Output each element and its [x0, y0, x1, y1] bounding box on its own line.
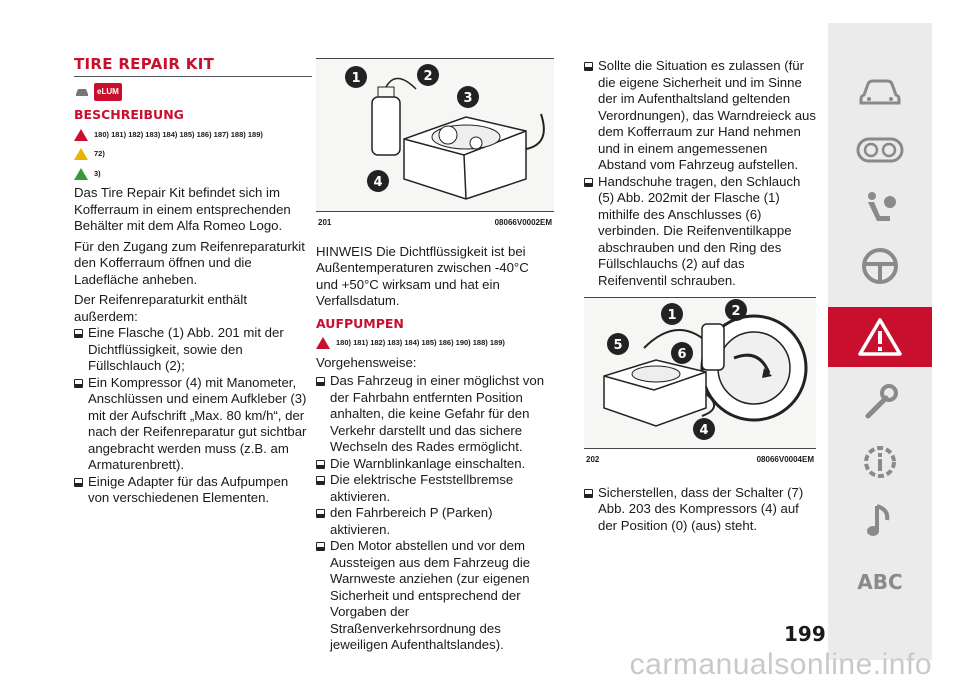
- list-item: Sicherstellen, dass der Schalter (7) Abb. 203 des Kompressors (4) auf der Position (0) (aus) steht.: [584, 485, 816, 535]
- bullet-box-icon: [316, 476, 325, 485]
- bullet-box-icon: [316, 542, 325, 551]
- bullet-box-icon: [74, 379, 83, 388]
- beschreibung-heading: BESCHREIBUNG: [74, 107, 184, 122]
- callout-1: 1: [351, 71, 361, 86]
- bullet-box-icon: [316, 509, 325, 518]
- column-2: [316, 58, 554, 654]
- car-small-icon: [74, 86, 90, 98]
- paragraph: Für den Zugang zum Reifenreparaturkit den Kofferraum öffnen und die Ladefläche anheben.: [74, 238, 305, 287]
- callout-3: 3: [463, 91, 473, 106]
- note-paragraph: HINWEIS Die Dichtflüssigkeit ist bei Außentemperaturen zwischen -40°C und +50°C wirksam und hat ein Verfallsdatum.: [316, 243, 529, 308]
- list-item: Die elektrische Feststellbremse aktivieren.: [316, 472, 554, 505]
- callout-2: 2: [423, 69, 433, 84]
- section-title: TIRE REPAIR KIT: [74, 55, 215, 73]
- environment-triangle-icon: [74, 168, 88, 180]
- chapter-sidebar: [828, 23, 932, 660]
- list-item: Eine Flasche (1) Abb. 201 mit der Dichtflüssigkeit, sowie den Füllschlauch (2);: [74, 325, 312, 375]
- bullet-box-icon: [584, 178, 593, 187]
- callout-6: 6: [677, 347, 687, 362]
- callout-1: 1: [667, 308, 677, 323]
- warning-refs-yellow-text: 72): [94, 149, 105, 158]
- airbag-icon[interactable]: [828, 179, 932, 237]
- elum-tag: eLUM: [94, 83, 122, 102]
- wrench-icon[interactable]: [828, 373, 932, 431]
- dashboard-icon[interactable]: [828, 121, 932, 179]
- column-1: [74, 56, 312, 507]
- warning-refs-green-text: 3): [94, 168, 101, 178]
- callout-5: 5: [613, 338, 623, 353]
- figure-number: 202: [586, 455, 600, 464]
- caution-triangle-icon: [74, 148, 88, 160]
- figure-201: [316, 58, 554, 212]
- list-item: Einige Adapter für das Aufpumpen von verschiedenen Elementen.: [74, 474, 312, 507]
- gear-info-icon[interactable]: [828, 433, 932, 491]
- car-icon[interactable]: [828, 63, 932, 121]
- inflation-illustration: [584, 298, 816, 448]
- title-rule: [74, 76, 312, 77]
- list-item: Handschuhe tragen, den Schlauch (5) Abb. 202mit der Flasche (1) mithilfe des Anschlusses (6) verbinden. Die Reifenventilkappe abschrauben und den Ring des Füllschlauchs (2) auf das Reifenventil schrauben.: [584, 174, 816, 290]
- bullet-box-icon: [316, 460, 325, 469]
- bullet-box-icon: [584, 489, 593, 498]
- model-tags: [74, 83, 312, 102]
- abc-label: ABC: [857, 570, 903, 594]
- column-3: [584, 58, 816, 534]
- steering-wheel-icon[interactable]: [828, 237, 932, 295]
- paragraph: Vorgehensweise:: [316, 354, 417, 370]
- warning-refs-red: [74, 127, 312, 144]
- figure-caption: [584, 449, 816, 469]
- bullet-box-icon: [74, 329, 83, 338]
- warning-refs-yellow: [74, 146, 312, 163]
- warning-refs-green: [74, 166, 312, 183]
- warning-refs-red-text: 180) 181) 182) 183) 184) 185) 186) 190) 188) 189): [336, 338, 505, 347]
- abc-index-icon[interactable]: [828, 553, 932, 611]
- paragraph: Das Tire Repair Kit befindet sich im Kofferraum in einem entsprechenden Behälter mit dem Alfa Romeo Logo.: [74, 185, 291, 233]
- list-item: Den Motor abstellen und vor dem Aussteigen aus dem Fahrzeug die Warnweste anziehen (zur eigenen Sicherheit und entsprechend der Vorgaben der Straßenverkehrsordnung des jeweiligen Aufenthaltslandes).: [316, 538, 554, 654]
- list-item: Ein Kompressor (4) mit Manometer, Anschlüssen und einem Aufkleber (3) mit der Aufschrift „Max. 80 km/h“, der nach der Reifenreparatur gut sichtbar angebracht werden muss (z.B. am Armaturenbrett).: [74, 375, 312, 474]
- bullet-box-icon: [316, 377, 325, 386]
- callout-4: 4: [699, 423, 709, 438]
- figure-202: [584, 297, 816, 449]
- bullet-box-icon: [584, 62, 593, 71]
- watermark: carmanualsonline.info: [629, 648, 932, 681]
- danger-triangle-icon: [316, 337, 330, 349]
- warning-refs-red-text: 180) 181) 182) 183) 184) 185) 186) 187) 188) 189): [94, 129, 263, 139]
- figure-code: 08066V0002EM: [494, 218, 552, 227]
- figure-code: 08066V0004EM: [756, 455, 814, 464]
- page-number: 199: [784, 622, 826, 646]
- callout-2: 2: [731, 304, 741, 319]
- figure-number: 201: [318, 218, 332, 227]
- list-item: den Fahrbereich P (Parken) aktivieren.: [316, 505, 554, 538]
- danger-triangle-icon: [74, 129, 88, 141]
- paragraph: Der Reifenreparaturkit enthält außerdem:: [74, 292, 247, 324]
- list-item: Die Warnblinkanlage einschalten.: [316, 456, 554, 473]
- repair-kit-illustration: [316, 59, 554, 211]
- warning-triangle-icon[interactable]: [828, 307, 932, 367]
- aufpumpen-heading: AUFPUMPEN: [316, 315, 404, 331]
- list-item: Das Fahrzeug in einer möglichst von der Fahrbahn entfernten Position anhalten, die keine Gefahr für den Verkehr darstellt und das sichere Wechseln des Rades ermöglicht.: [316, 373, 554, 456]
- callout-4: 4: [373, 175, 383, 190]
- warning-refs-red: [316, 335, 554, 352]
- music-note-icon[interactable]: [828, 491, 932, 549]
- figure-caption: [316, 212, 554, 232]
- bullet-box-icon: [74, 478, 83, 487]
- list-item: Sollte die Situation es zulassen (für die eigene Sicherheit und im Sinne der im Aufenthaltsland geltenden Verordnungen), das Warndreieck aus dem Kofferraum zur Hand nehmen und in einem angemessenen Abstand vom Fahrzeug aufstellen.: [584, 58, 816, 174]
